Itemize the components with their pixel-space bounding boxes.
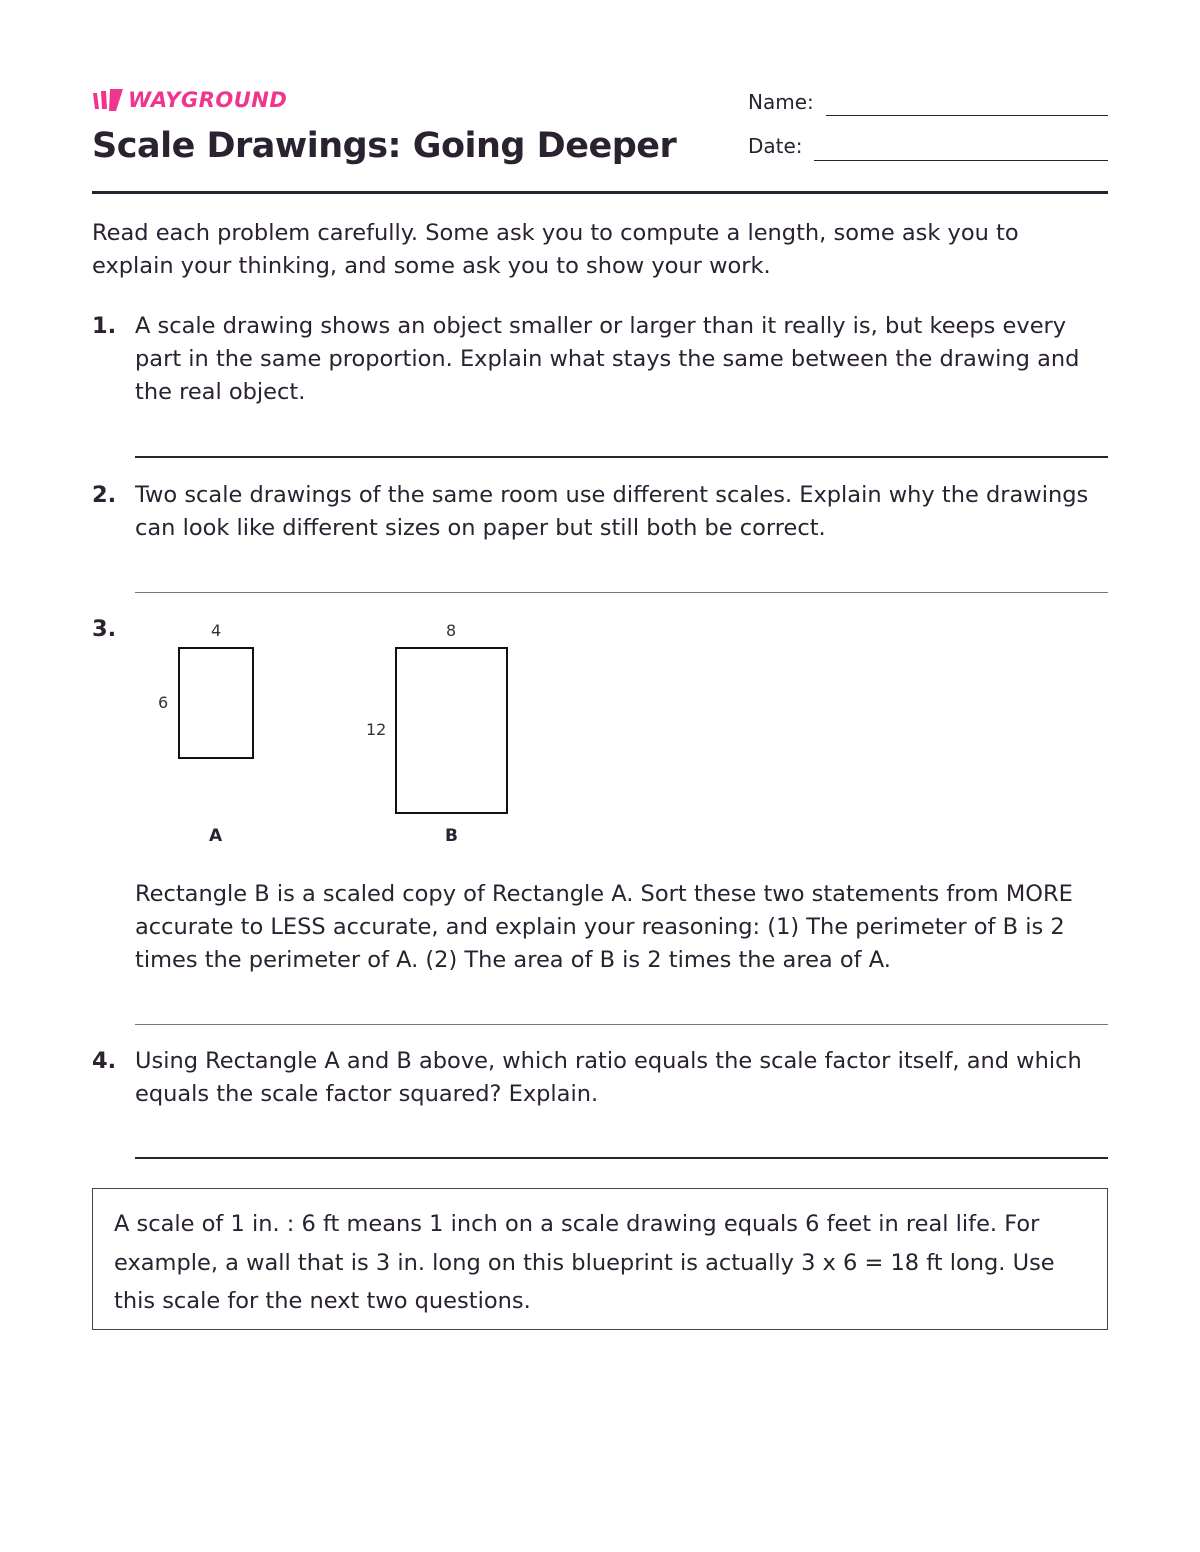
rect-a-width-label: 4 bbox=[211, 621, 222, 640]
question-text-1: A scale drawing shows an object smaller or larger than it really is, but keeps every part in the same proportion. Explain what stays the same between the drawing and the real object. bbox=[135, 313, 1080, 405]
answer-line-2[interactable] bbox=[135, 592, 1108, 593]
question-number-3: 3. bbox=[92, 616, 117, 642]
wayground-logo-icon bbox=[92, 89, 124, 111]
page-title: Scale Drawings: Going Deeper bbox=[92, 126, 677, 166]
rect-b-height-label: 12 bbox=[366, 720, 387, 739]
instructions: Read each problem carefully. Some ask you to compute a length, some ask you to explain your thinking, and some ask you to show your work. bbox=[92, 220, 1019, 279]
name-field[interactable] bbox=[826, 115, 1108, 116]
question-text-4: Using Rectangle A and B above, which ratio equals the scale factor itself, and which equals the scale factor squared? Explain. bbox=[135, 1048, 1082, 1107]
scale-info-box bbox=[92, 1188, 1108, 1330]
header-divider bbox=[92, 191, 1108, 194]
logo-text: WAYGROUND bbox=[128, 88, 288, 112]
question-number-4: 4. bbox=[92, 1048, 117, 1074]
scale-info-text: A scale of 1 in. : 6 ft means 1 inch on a scale drawing equals 6 feet in real life. For example, a wall that is 3 in. long on this blueprint is actually 3 x 6 = 18 ft long. Use this scale for the next two questions. bbox=[114, 1211, 1055, 1314]
name-label: Name: bbox=[748, 90, 814, 114]
question-number-2: 2. bbox=[92, 482, 117, 508]
rectangle-b bbox=[395, 647, 508, 814]
date-label: Date: bbox=[748, 134, 803, 158]
rect-a-label: A bbox=[209, 826, 223, 846]
answer-line-3[interactable] bbox=[135, 1024, 1108, 1025]
answer-line-1[interactable] bbox=[135, 456, 1108, 458]
rect-a-height-label: 6 bbox=[158, 693, 169, 712]
wayground-logo bbox=[92, 88, 287, 112]
answer-line-4[interactable] bbox=[135, 1157, 1108, 1159]
question-text-3: Rectangle B is a scaled copy of Rectangle A. Sort these two statements from MORE accurate to LESS accurate, and explain your reasoning: (1) The perimeter of B is 2 times the perimeter of A. (2) The area of B is 2 times the area of A. bbox=[135, 881, 1073, 973]
rect-b-label: B bbox=[445, 826, 458, 846]
rectangle-a bbox=[178, 647, 254, 759]
date-field[interactable] bbox=[814, 160, 1108, 161]
question-number-1: 1. bbox=[92, 313, 117, 339]
question-text-2: Two scale drawings of the same room use different scales. Explain why the drawings can look like different sizes on paper but still both be correct. bbox=[135, 482, 1089, 541]
rect-b-width-label: 8 bbox=[446, 621, 457, 640]
